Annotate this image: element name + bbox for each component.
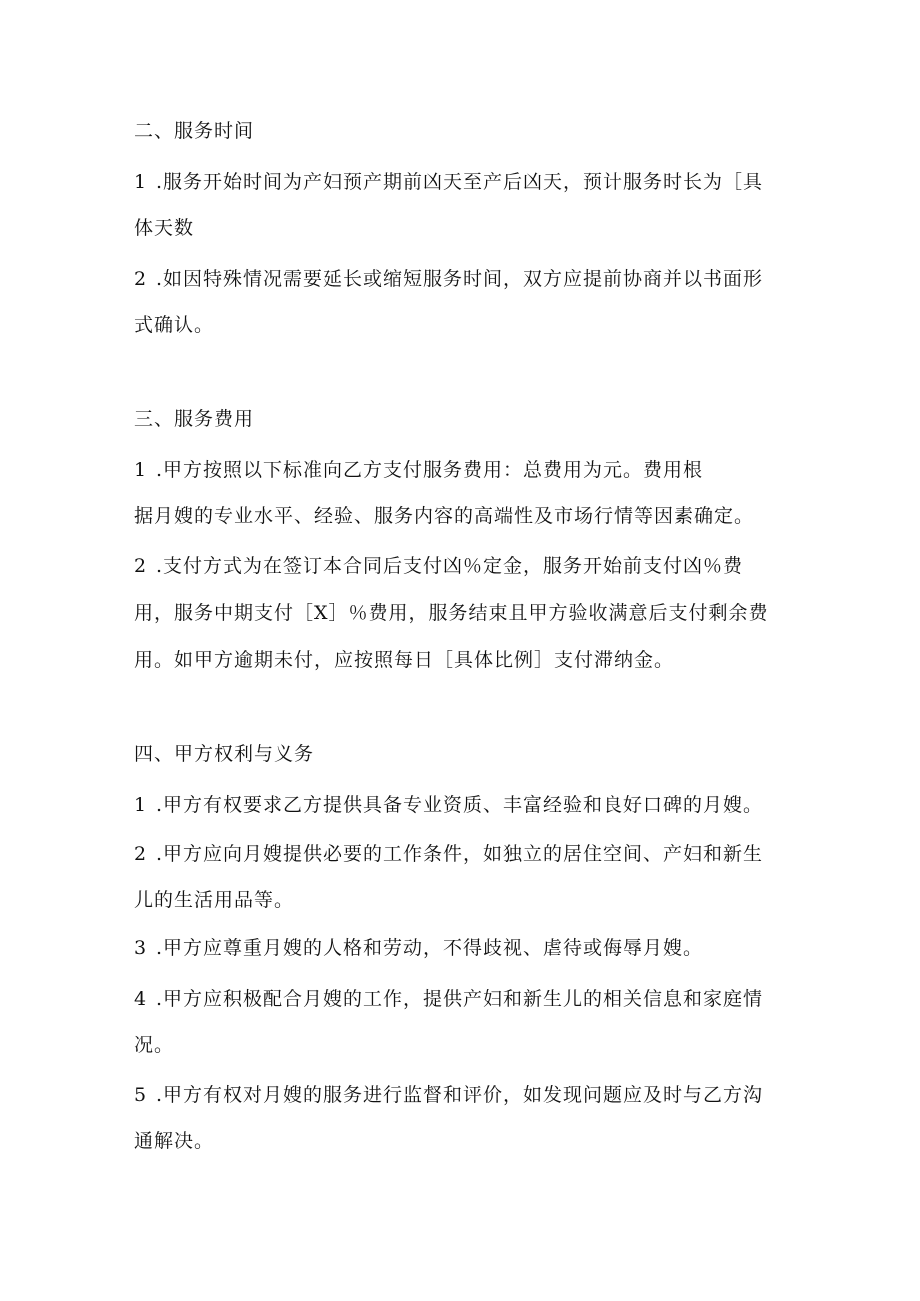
paragraph-line [134, 1082, 763, 1108]
item-text: .服务开始时间为产妇预产期前凶天至产后凶天，预计服务时长为［具 [156, 171, 764, 193]
item-number: 2 [134, 843, 148, 865]
paragraph-line: 式确认。 [134, 314, 215, 336]
paragraph-line [134, 553, 743, 579]
item-text: .如因特殊情况需要延长或缩短服务时间，双方应提前协商并以书面形 [156, 268, 764, 290]
item-text: .支付方式为在签订本合同后支付凶％定金，服务开始前支付凶％费 [156, 555, 744, 577]
paragraph-line: 通解决。 [134, 1130, 215, 1152]
item-number: 1 [134, 794, 148, 816]
paragraph-line: 用，服务中期支付［X］％费用，服务结束且甲方验收满意后支付剩余费 [134, 602, 769, 624]
section-heading-service-fee: 三、服务费用 [134, 408, 255, 430]
item-text: .甲方应向月嫂提供必要的工作条件，如独立的居住空间、产妇和新生 [156, 843, 764, 865]
paragraph-line [134, 169, 763, 195]
paragraph-line: 儿的生活用品等。 [134, 889, 295, 911]
item-text: .甲方有权对月嫂的服务进行监督和评价，如发现问题应及时与乙方沟 [156, 1084, 764, 1106]
item-number: 2 [134, 268, 148, 290]
paragraph-line [134, 986, 763, 1012]
item-number: 1 [134, 459, 148, 481]
item-number: 2 [134, 555, 148, 577]
section-heading-party-a-rights: 四、甲方权利与义务 [134, 743, 315, 765]
item-number: 1 [134, 171, 148, 193]
paragraph-line: 用。如甲方逾期未付，应按照每日［具体比例］支付滞纳金。 [134, 649, 675, 671]
paragraph-line [134, 935, 703, 961]
item-text: .甲方应尊重月嫂的人格和劳动，不得歧视、虐待或侮辱月嫂。 [156, 937, 704, 959]
paragraph-line [134, 792, 763, 818]
paragraph-line [134, 841, 763, 867]
paragraph-line: 据月嫂的专业水平、经验、服务内容的高端性及市场行情等因素确定。 [134, 505, 755, 527]
item-text: .甲方按照以下标准向乙方支付服务费用：总费用为元。费用根 [156, 459, 704, 481]
section-heading-service-time: 二、服务时间 [134, 120, 255, 142]
item-number: 3 [134, 937, 148, 959]
paragraph-line [134, 266, 763, 292]
item-text: .甲方应积极配合月嫂的工作，提供产妇和新生儿的相关信息和家庭情 [156, 988, 764, 1010]
paragraph-line: 体天数 [134, 217, 195, 239]
item-text: .甲方有权要求乙方提供具备专业资质、丰富经验和良好口碑的月嫂。 [156, 794, 764, 816]
item-number: 5 [134, 1084, 148, 1106]
item-number: 4 [134, 988, 148, 1010]
paragraph-line: 况。 [134, 1034, 175, 1056]
paragraph-line [134, 457, 703, 483]
